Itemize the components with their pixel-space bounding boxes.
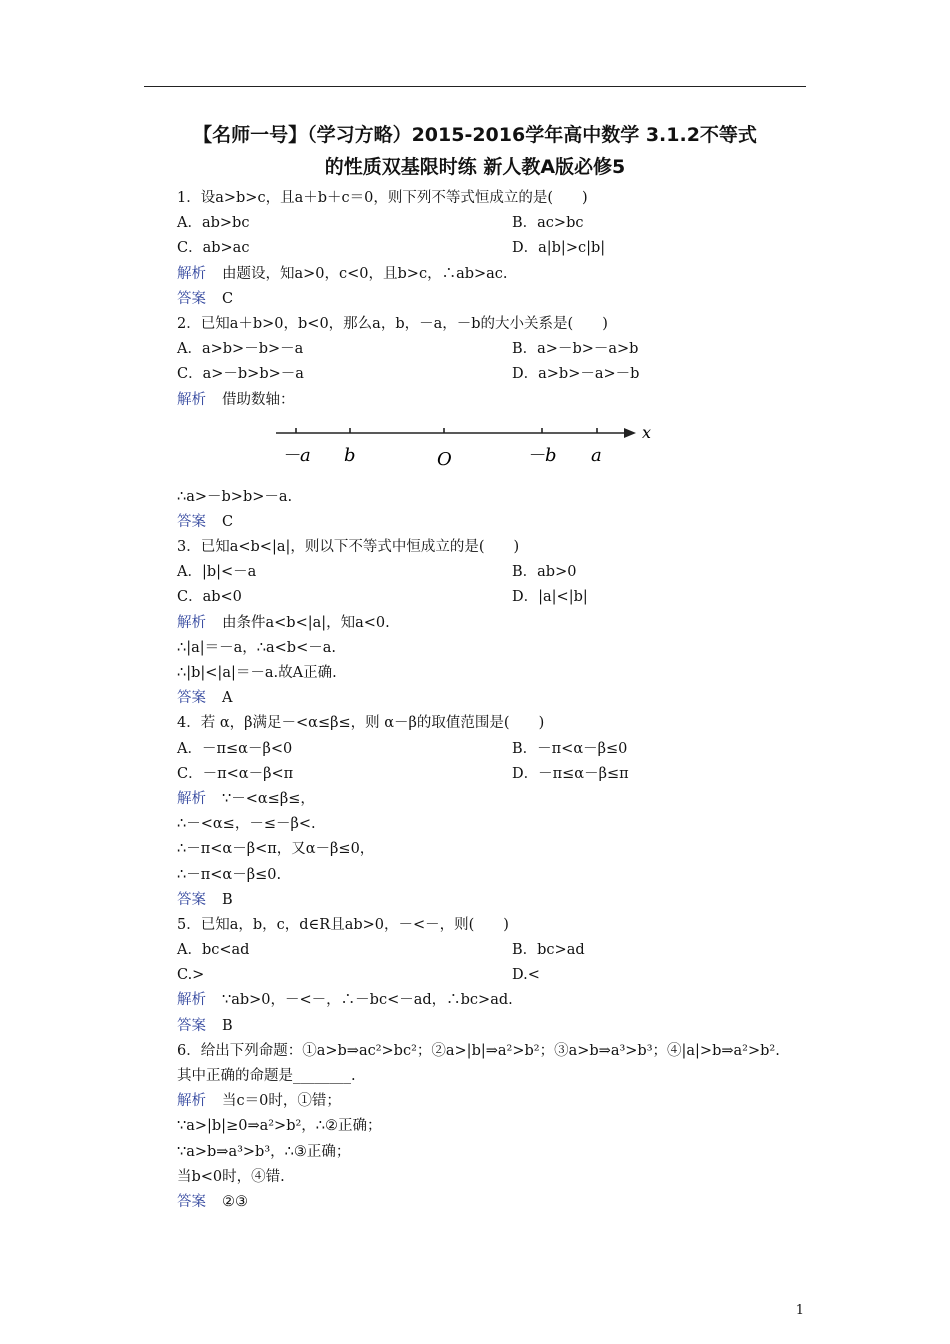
q6-stem: 6．给出下列命题：①a>b⇒ac²>bc²；②a>|b|⇒a²>b²；③a>b⇒a³>b³；④|a|>b⇒a²>b².: [177, 1042, 780, 1059]
doc-title-line2: 的性质双基限时练 新人教A版必修5: [324, 156, 626, 178]
q1-option-d: D．a|b|>c|b|: [512, 240, 606, 257]
q4-analysis: ∵－<α≤β≤，: [222, 790, 315, 807]
answer-label: 答案: [177, 1017, 206, 1034]
q2-conclusion: ∴a>－b>b>－a.: [177, 488, 293, 505]
q1-answer: C: [222, 290, 234, 307]
q3-step2: ∴|b|<|a|＝－a.故A正确.: [177, 665, 337, 681]
q2-option-b: B．a>－b>－a>b: [512, 341, 639, 358]
number-line-arrow-icon: [624, 428, 636, 438]
answer-label: 答案: [177, 1193, 206, 1210]
analysis-label: 解析: [177, 614, 206, 631]
q4-option-a: A．－π≤α－β<0: [177, 740, 293, 757]
q4-option-c: C．－π<α－β<π: [177, 765, 294, 782]
q4-option-b: B．－π<α－β≤0: [512, 740, 628, 757]
q1-option-c: C．ab>ac: [177, 240, 250, 257]
page-number: 1: [795, 1303, 804, 1318]
q1-stem: 1．设a>b>c，且a＋b＋c＝0，则下列不等式恒成立的是( ): [177, 190, 588, 206]
q4-answer: B: [222, 891, 233, 908]
q4-step2: ∴－π<α－β<π，又α－β≤0，: [177, 841, 375, 858]
q4-step3: ∴－π<α－β≤0.: [177, 866, 282, 883]
q5-option-b: B．bc>ad: [512, 942, 585, 959]
q5-answer: B: [222, 1017, 233, 1034]
label-a: a: [591, 444, 602, 466]
number-line-figure: [177, 413, 817, 485]
q4-step1: ∴－<α≤，－≤－β<.: [177, 816, 316, 833]
q3-step1: ∴|a|＝－a，∴a<b<－a.: [177, 639, 336, 656]
q2-answer: C: [222, 513, 234, 530]
number-line-svg: [272, 417, 652, 483]
answer-label: 答案: [177, 513, 206, 530]
answer-label: 答案: [177, 891, 206, 908]
analysis-label: 解析: [177, 790, 206, 807]
q5-option-c: C.>: [177, 967, 205, 984]
q5-analysis: ∵ab>0，－<－，∴－bc<－ad，∴bc>ad.: [222, 992, 513, 1009]
answer-label: 答案: [177, 690, 206, 707]
q2-option-d: D．a>b>－a>－b: [512, 366, 640, 383]
q1-analysis: 由题设，知a>0，c<0，且b>c，∴ab>ac.: [222, 265, 508, 282]
label-b: b: [344, 444, 356, 466]
q6-step3: 当b<0时，④错.: [177, 1168, 285, 1185]
doc-title-line1: 【名师一号】（学习方略）2015-2016学年高中数学 3.1.2不等式: [193, 124, 757, 146]
analysis-label: 解析: [177, 265, 206, 282]
q6-step1: ∵a>|b|≥0⇒a²>b²，∴②正确；: [177, 1118, 382, 1135]
q5-option-a: A．bc<ad: [177, 942, 250, 959]
q2-analysis: 借助数轴：: [222, 391, 295, 408]
q6-stem-2: 其中正确的命题是________.: [177, 1068, 356, 1084]
analysis-label: 解析: [177, 992, 206, 1009]
label-origin: O: [437, 448, 452, 470]
q1-option-a: A．ab>bc: [177, 215, 250, 232]
q3-answer: A: [222, 690, 233, 707]
q3-analysis: 由条件a<b<|a|，知a<0.: [222, 614, 390, 631]
analysis-label: 解析: [177, 391, 206, 408]
answer-label: 答案: [177, 290, 206, 307]
q2-option-c: C．a>－b>b>－a: [177, 366, 304, 383]
q3-stem: 3．已知a<b<|a|，则以下不等式中恒成立的是( ): [177, 539, 520, 556]
q6-analysis: 当c＝0时，①错；: [222, 1093, 341, 1110]
axis-label: x: [642, 422, 652, 442]
q3-option-c: C．ab<0: [177, 589, 242, 606]
q5-stem: 5．已知a，b，c，d∈R且ab>0，－<－，则( ): [177, 916, 509, 933]
document-body: [177, 186, 817, 1215]
label-neg-a: －a: [282, 444, 311, 466]
q2-option-a: A．a>b>－b>－a: [177, 341, 304, 358]
q6-answer: ②③: [222, 1193, 248, 1210]
header-rule: [144, 86, 806, 87]
analysis-label: 解析: [177, 1093, 206, 1110]
q4-option-d: D．－π≤α－β≤π: [512, 765, 629, 782]
q3-option-d: D．|a|<|b|: [512, 589, 588, 606]
q3-option-a: A．|b|<－a: [177, 564, 257, 581]
q3-option-b: B．ab>0: [512, 564, 577, 581]
q2-stem: 2．已知a＋b>0，b<0，那么a，b，－a，－b的大小关系是( ): [177, 315, 608, 332]
q4-stem: 4．若 α，β满足－<α≤β≤，则 α－β的取值范围是( ): [177, 715, 545, 732]
q6-step2: ∵a>b⇒a³>b³，∴③正确；: [177, 1143, 351, 1160]
label-neg-b: －b: [527, 444, 557, 466]
q5-option-d: D.<: [512, 967, 540, 984]
q1-option-b: B．ac>bc: [512, 215, 584, 232]
